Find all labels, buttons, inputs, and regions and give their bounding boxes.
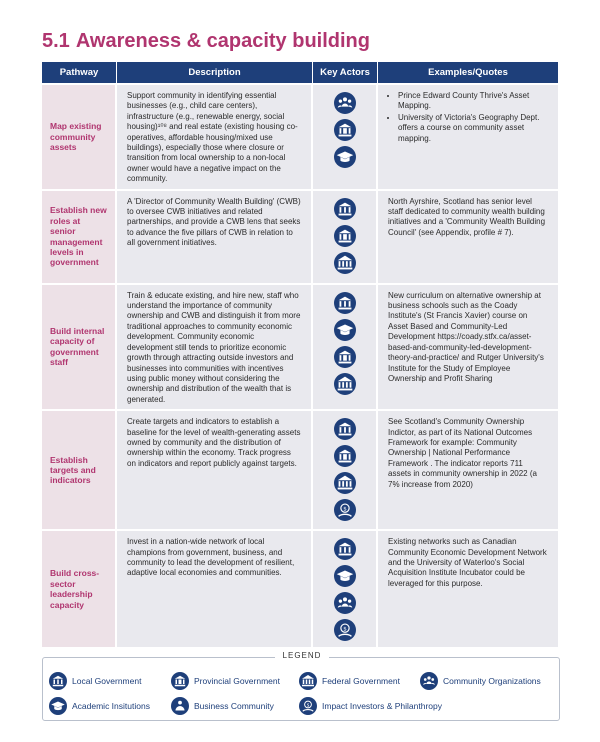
federal-government-icon (299, 672, 317, 690)
pathway-cell: Establish new roles at senior management levels in government (42, 189, 117, 283)
legend-label: Business Community (194, 701, 274, 711)
legend-item (49, 672, 141, 690)
description-cell: Train & educate existing, and hire new, staff who understand the importance of community ownership and CWB and distinguish it from more traditional approaches to community economic development. Community economic development still tends to prioritize economic growth through attracting outside investors and businesses into communities with incentives using public money without considering the ownership and distribution of the wealth that is generated. (117, 283, 313, 409)
description-cell: Create targets and indicators to establish a baseline for the level of wealth-generating assets owned by community and the distribution of ownership within the economy. Track progress on indicators and report publicly against targets. (117, 409, 313, 529)
actors-cell (313, 83, 378, 189)
examples-cell: See Scotland's Community Ownership Indictor, as part of its National Outcomes Framework for example: Community Ownership | National Performance Framework . The indicator reports 711 assets in community ownership in 2022 (a 7% increase from 2020) (378, 409, 558, 529)
example-item: • Prince Edward County Thrive's Asset Mapping. (398, 91, 548, 112)
provincial-government-icon (334, 346, 356, 368)
provincial-government-icon (334, 445, 356, 467)
provincial-government-icon (334, 119, 356, 141)
legend-item (49, 697, 150, 715)
local-government-icon (334, 538, 356, 560)
svg-text:$: $ (306, 703, 310, 709)
table-row (42, 189, 558, 283)
actors-cell (313, 283, 378, 409)
federal-government-icon (334, 252, 356, 274)
examples-cell (378, 83, 558, 189)
pathways-table (42, 62, 558, 647)
local-government-icon (49, 672, 67, 690)
local-government-icon (334, 292, 356, 314)
section-number: 5.1 (42, 30, 70, 52)
legend-label: Federal Government (322, 676, 400, 686)
federal-government-icon (334, 373, 356, 395)
provincial-government-icon (171, 672, 189, 690)
description-cell: Support community in identifying essential businesses (e.g., child care centers), infrastructure (e.g., renewable energy, social housing)¹⁰⁸ and real estate (existing housing co-operatives, affordable housing/mixed use buildings), especially those where closure or transition from local ownership to a non-local owner would have a negative impact on the community. (117, 83, 313, 189)
legend-label: Provincial Government (194, 676, 280, 686)
description-cell: A 'Director of Community Wealth Building' (CWB) to oversee CWB initiatives and related partnerships, and provide a CWB lens that seeks to advance the five pillars of CWB in relation to all government initiatives. (117, 189, 313, 283)
table-row (42, 529, 558, 647)
pathway-cell: Build internal capacity of government staff (42, 283, 117, 409)
table-row (42, 283, 558, 409)
business-community-icon (171, 697, 189, 715)
academic-institutions-icon (334, 565, 356, 587)
header-description: Description (117, 62, 313, 83)
legend-label: Academic Insitutions (72, 701, 150, 711)
examples-cell: New curriculum on alternative ownership at business schools such as the Coady Institute's (St Francis Xavier) course on Asset Based and Community-Led Development https://coady.stfx.ca/asset-based-and-community-led-development-theory-and-practice/ and Rutger University's Institute for the Study of Employee Ownership and Profit Sharing (378, 283, 558, 409)
legend-item (171, 672, 280, 690)
local-government-icon (334, 418, 356, 440)
academic-institutions-icon (49, 697, 67, 715)
legend-label: Impact Investors & Philanthropy (322, 701, 443, 711)
example-item: • University of Victoria's Geography Dept. offers a course on community asset mapping. (398, 113, 548, 144)
community-organizations-icon (420, 672, 438, 690)
academic-institutions-icon (334, 146, 356, 168)
pathway-cell: Establish targets and indicators (42, 409, 117, 529)
local-government-icon (334, 198, 356, 220)
table-row (42, 409, 558, 529)
pathway-cell: Build cross-sector leadership capacity (42, 529, 117, 647)
community-organizations-icon (334, 592, 356, 614)
header-key-actors: Key Actors (313, 62, 378, 83)
table-row (42, 83, 558, 189)
legend-label: Local Government (72, 676, 142, 686)
legend-item (299, 672, 400, 690)
legend-item (299, 697, 442, 715)
actors-cell (313, 529, 378, 647)
legend-item (171, 697, 274, 715)
header-examples: Examples/Quotes (378, 62, 558, 83)
impact-investors-icon (334, 499, 356, 521)
header-pathway: Pathway (42, 62, 117, 83)
svg-text:$: $ (342, 506, 347, 513)
section-title: Awareness & capacity building (75, 30, 370, 52)
pathway-cell: Map existing community assets (42, 83, 117, 189)
page-title (42, 30, 370, 53)
impact-investors-icon (334, 619, 356, 641)
examples-cell: North Ayrshire, Scotland has senior level staff dedicated to community wealth building initiatives and a 'Community Wealth Building Council' (see Appendix, profile # 7). (378, 189, 558, 283)
impact-investors-icon (299, 697, 317, 715)
description-cell: Invest in a nation-wide network of local champions from government, business, and community to lead the development of resilient, adaptive local economies and communities. (117, 529, 313, 647)
provincial-government-icon (334, 225, 356, 247)
actors-cell (313, 409, 378, 529)
legend-item (420, 672, 541, 690)
actors-cell (313, 189, 378, 283)
examples-cell: Existing networks such as Canadian Community Economic Development Network and the University of Waterloo's Social Acquisition Institute Incubator could be leveraged for this purpose. (378, 529, 558, 647)
community-organizations-icon (334, 92, 356, 114)
academic-institutions-icon (334, 319, 356, 341)
federal-government-icon (334, 472, 356, 494)
svg-text:$: $ (342, 626, 347, 633)
legend (42, 651, 560, 721)
legend-title: LEGEND (275, 651, 329, 660)
legend-label: Community Organizations (443, 676, 541, 686)
